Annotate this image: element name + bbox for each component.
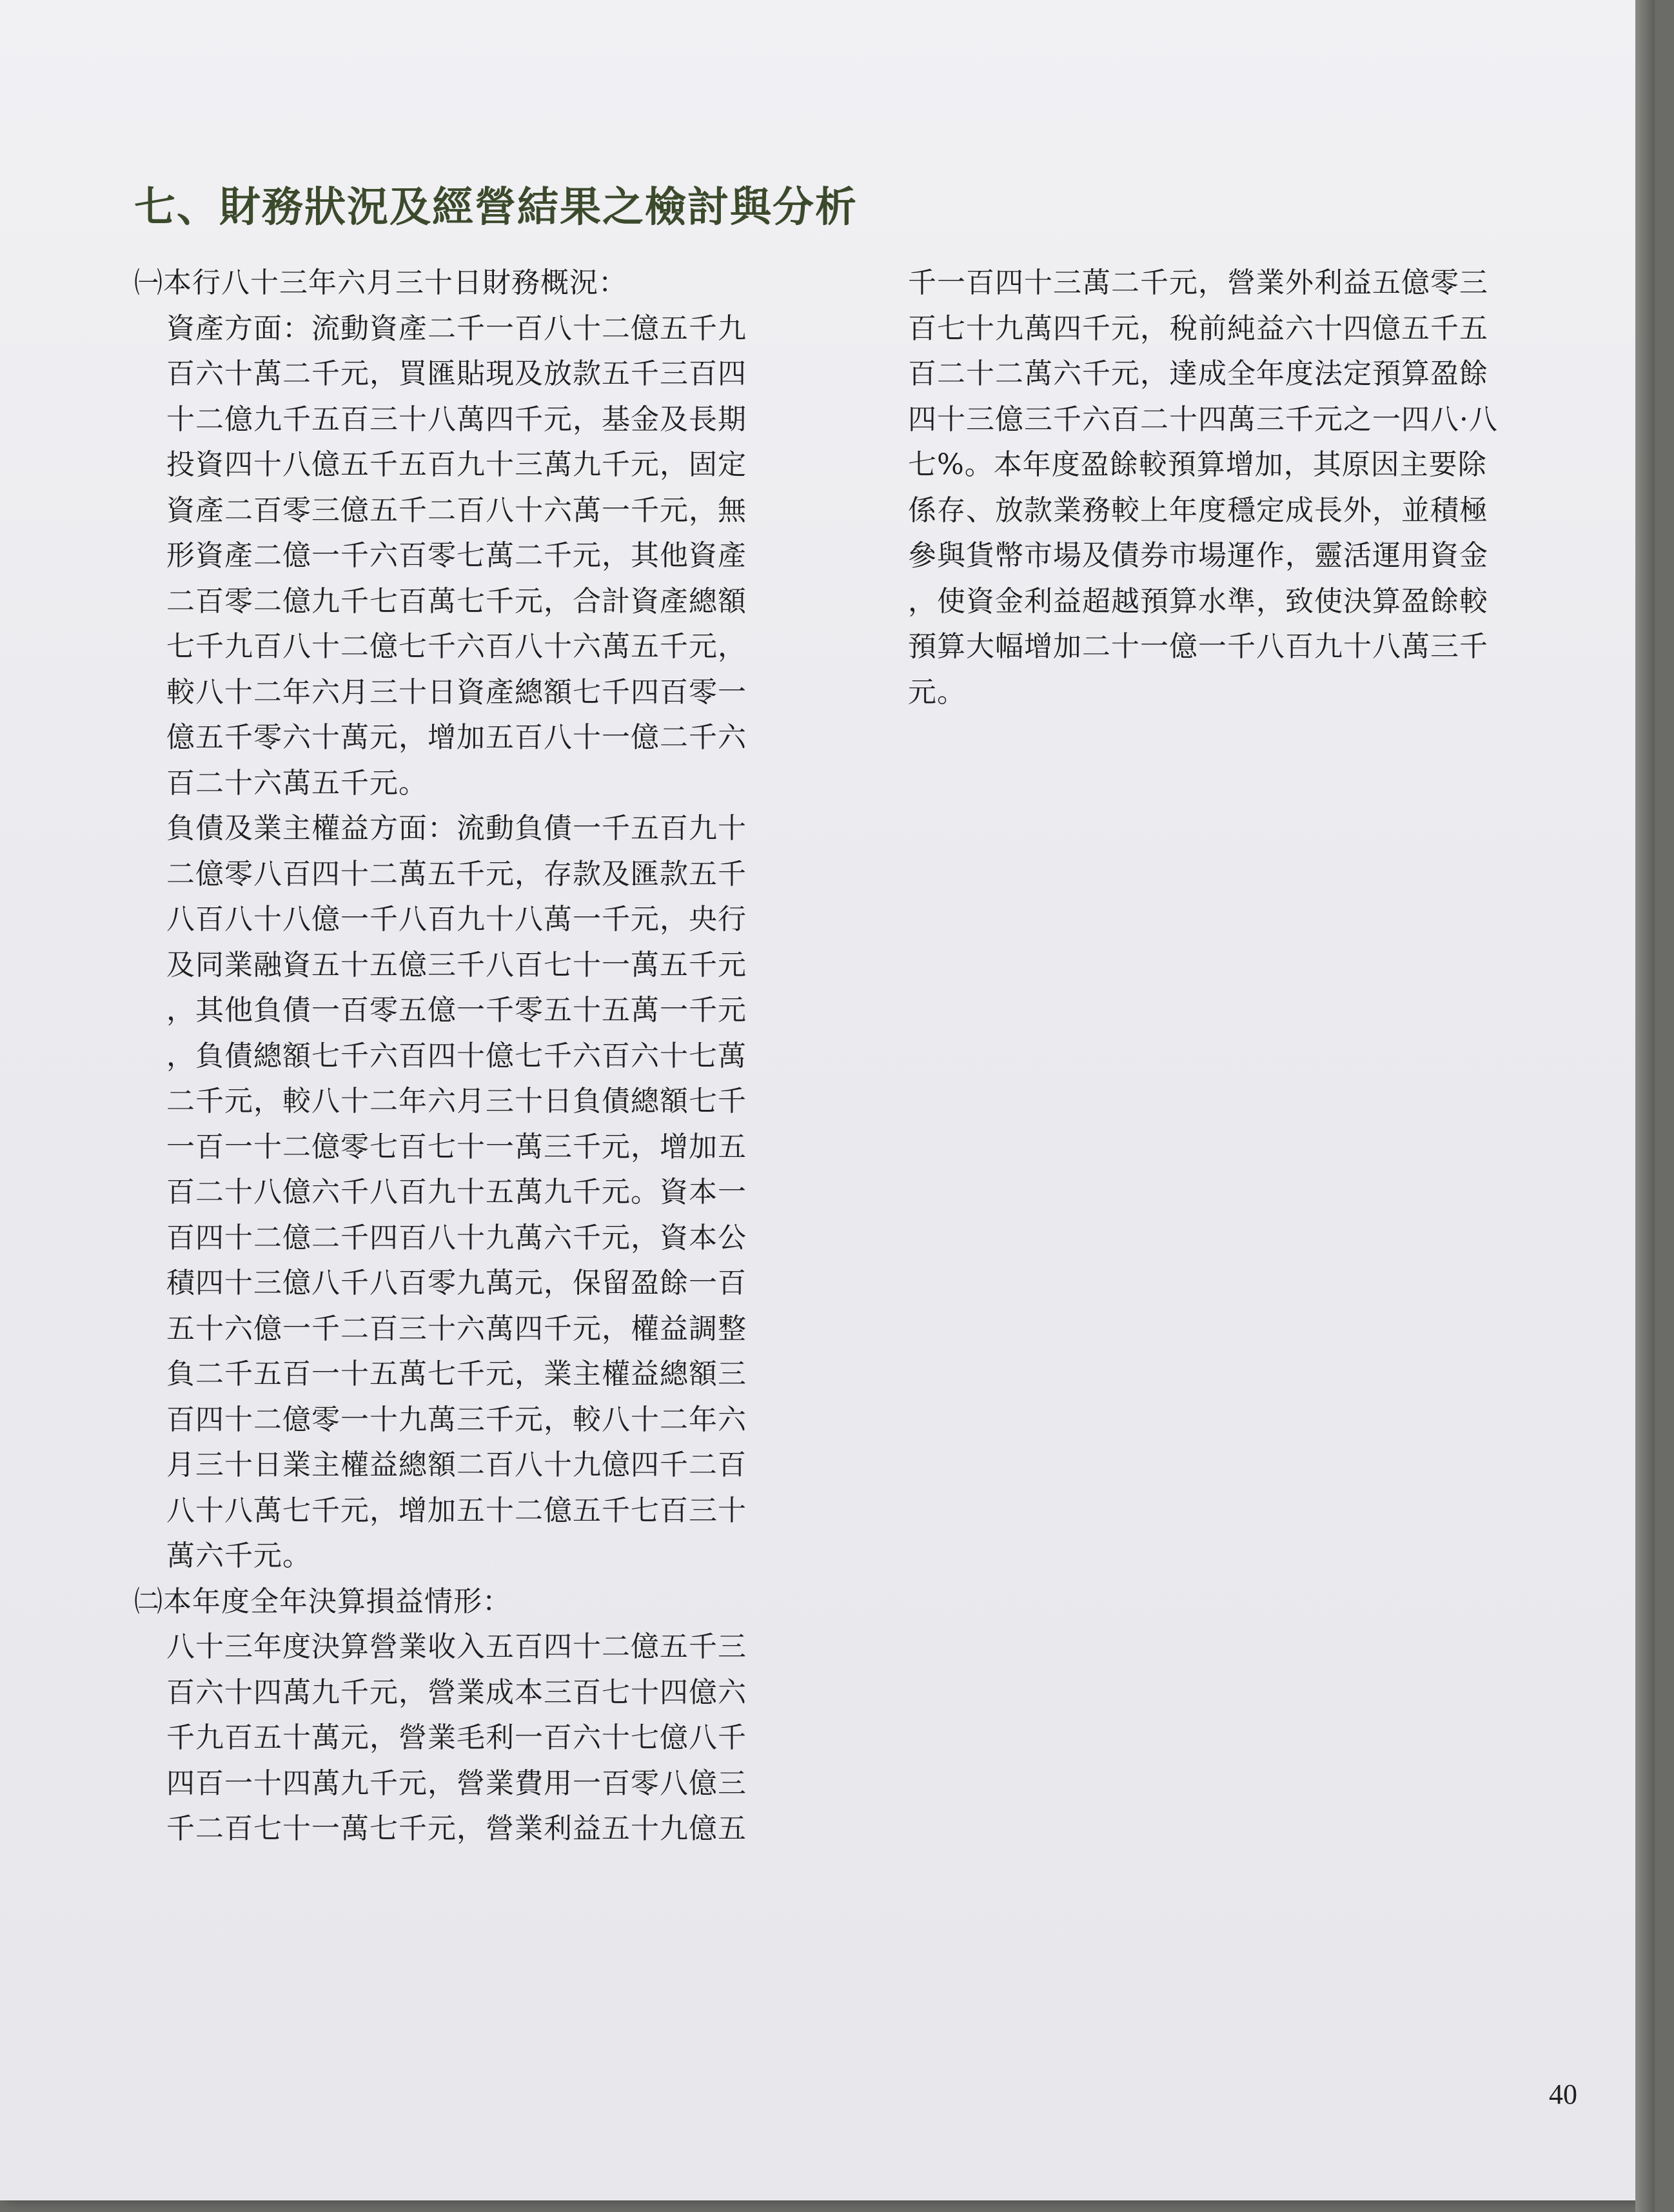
income-paragraph: 八十三年度決算營業收入五百四十二億五千三 百六十四萬九千元，營業成本三百七十四億六 千九百五十萬元，營業毛利一百六十七億八千 四百一十四萬九千元，營業費用一百零八億三 千二百七十一萬七千元，營業利益五十九億五 xyxy=(166,1630,747,1845)
page-edge xyxy=(1635,0,1655,2212)
liabilities-equity-paragraph: 負債及業主權益方面：流動負債一千五百九十 二億零八百四十二萬五千元，存款及匯款五千 八百八十八億一千八百九十八萬一千元，央行 及同業融資五十五億三千八百七十一萬五千元 ，其他負債一百零五億一千零五十五萬一千元 ，負債總額七千六百四十億七千六百六十七萬 二千元，較八十二年六月三十日負債總額七千 一百一十二億零七百七十一萬三千元，增加五 百二十八億六千八百九十五萬九千元。資本一 百四十二億二千四百八十九萬六千元，資本公 積四十三億八千八百零九萬元，保留盈餘一百 五十六億一千二百三十六萬四千元，權益調整 負二千五百一十五萬七千元，業主權益總額三 百四十二億零一十九萬三千元，較八十二年六 月三十日業主權益總額二百八十九億四千二百 八十八萬七千元，增加五十二億五千七百三十 萬六千元。 xyxy=(166,812,747,1572)
assets-paragraph: 資產方面：流動資產二千一百八十二億五千九 百六十萬二千元，買匯貼現及放款五千三百四 十二億九千五百三十八萬四千元，基金及長期 投資四十八億五千五百九十三萬九千元，固定 資產二百零三億五千二百八十六萬一千元，無 形資產二億一千六百零七萬二千元，其他資產 二百零二億九千七百萬七千元，合計資產總額 七千九百八十二億七千六百八十六萬五千元， 較八十二年六月三十日資產總額七千四百零一 億五千零六十萬元，增加五百八十一億二千六 百二十六萬五千元。 xyxy=(166,311,747,800)
subsection-title-annual-results: ㈡本年度全年決算損益情形： xyxy=(134,1585,511,1618)
subsection-title-financial-overview: ㈠本行八十三年六月三十日財務概況： xyxy=(134,266,627,299)
left-column xyxy=(134,261,798,1852)
right-column xyxy=(908,261,1501,715)
page-number: 40 xyxy=(1549,2079,1577,2110)
income-paragraph-continued: 千一百四十三萬二千元，營業外利益五億零三 百七十九萬四千元，稅前純益六十四億五千五 百二十二萬六千元，達成全年度法定預算盈餘 四十三億三千六百二十四萬三千元之一四八·八 七%。本年度盈餘較預算增加，其原因主要除 係存、放款業務較上年度穩定成長外，並積極 參與貨幣市場及債券市場運作，靈活運用資金 ，使資金利益超越預算水準，致使決算盈餘較 預算大幅增加二十一億一千八百九十八萬三千 元。 xyxy=(908,266,1498,709)
section-heading: 七、財務狀況及經營結果之檢討與分析 xyxy=(134,183,858,232)
